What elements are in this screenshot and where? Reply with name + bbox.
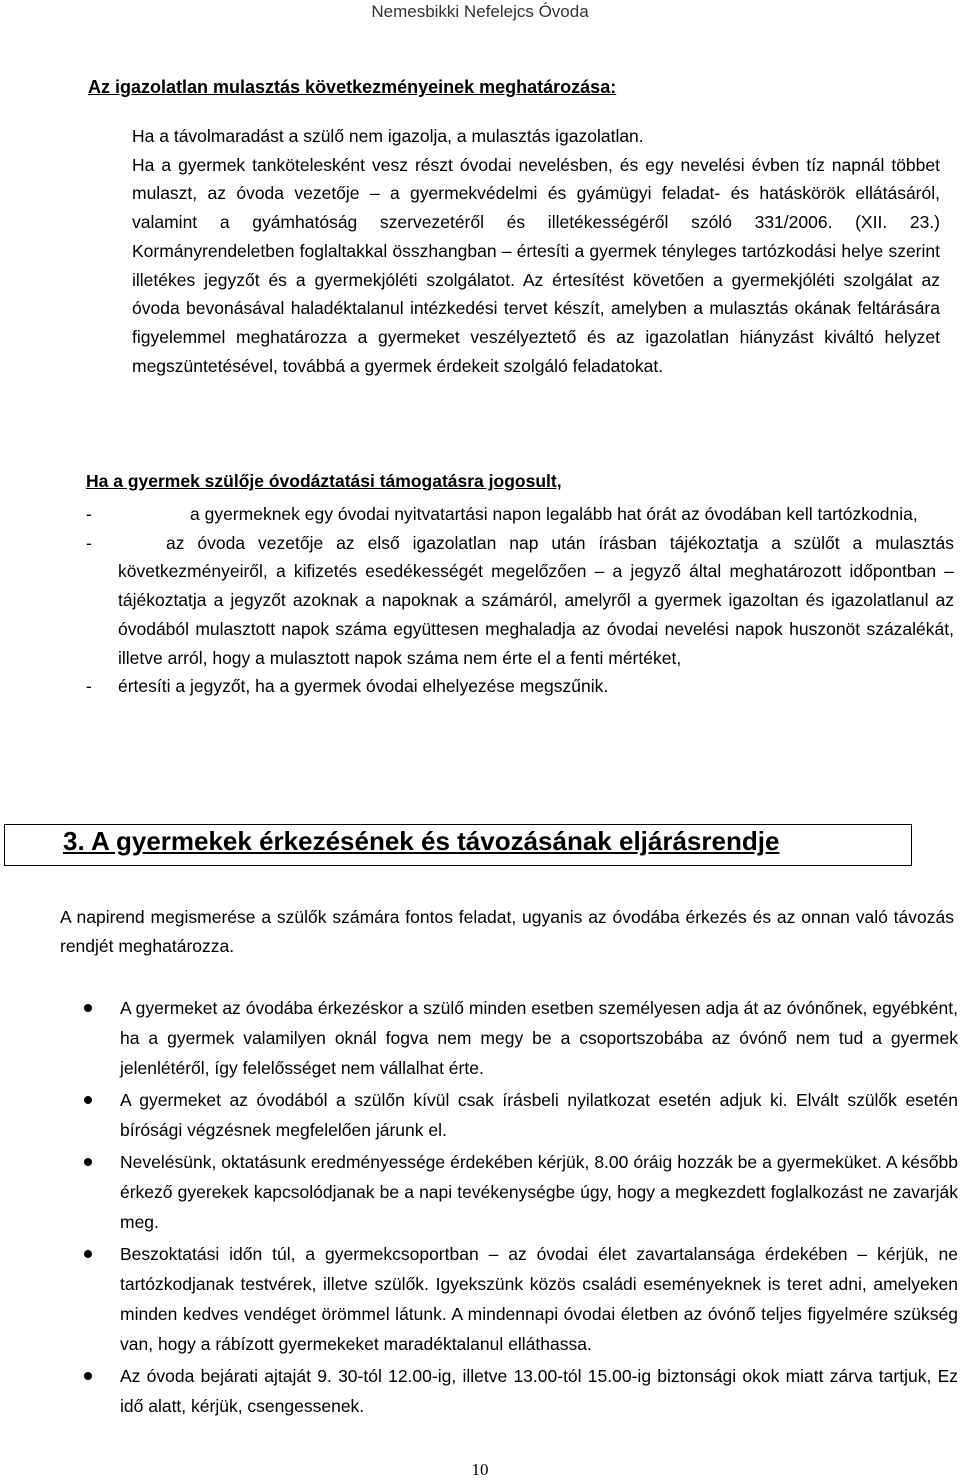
- chapter-intro: A napirend megismerése a szülők számára fontos feladat, ugyanis az óvodába érkezés és az onnan való távozás rendjét meghatározza.: [60, 907, 954, 956]
- page-header: Nemesbikki Nefelejcs Óvoda: [371, 2, 589, 21]
- list-item: [84, 1361, 958, 1421]
- bullet-text: Az óvoda bejárati ajtaját 9. 30-tól 12.00-ig, illetve 13.00-tól 15.00-ig biztonsági okok miatt zárva tartjuk, Ez idő alatt, kérjük, csengessenek.: [120, 1366, 958, 1416]
- paragraph-body: Ha a gyermek tankötelesként vesz részt óvodai nevelésben, és egy nevelési évben tíz napnál többet mulaszt, az óvoda vezetője – a gyermekvédelmi és gyámügyi feladat- és hatáskörök ellátásáról, valamint a gyámhatóság szervezetéről és illetékességéről szóló 331/2006. (XII. 23.) Kormányrendeletben foglaltakkal összhangban – értesíti a gyermek tényleges tartózkodási helye szerint illetékes jegyzőt és a gyermekjóléti szolgálatot. Az értesítést követően a gyermekjóléti szolgálat az óvoda bevonásával haladéktalanul intézkedési tervet készít, amelyben a mulasztás okának feltárására figyelemmel meghatározza a gyermeket veszélyeztető és az igazolatlan hiányzást kiváltó helyzet megszüntetésével, továbbá a gyermek érdekeit szolgáló feladatokat.: [132, 154, 940, 376]
- list-item: [84, 1085, 958, 1145]
- dash-marker: -: [86, 532, 92, 553]
- list-item-text: az óvoda vezetője az első igazolatlan nap után írásban tájékoztatja a szülőt a mulasztás következményeiről, a kifizetés esedékességét megelőzően – a jegyző által meghatározott időpontban – tájékoztatja a jegyzőt azoknak a napoknak a számáról, amelyről a gyermek igazoltan és igazolatlanul az óvodából mulasztott napok száma együttesen meghaladja az óvodai nevelési napok huszonöt százalékát, illetve arról, hogy a mulasztott napok száma nem érte el a fenti mértéket,: [118, 532, 954, 668]
- bullet-dot-icon: [84, 1158, 92, 1166]
- bullet-dot-icon: [84, 1250, 92, 1258]
- bullet-dot-icon: [84, 1004, 92, 1012]
- dash-marker: -: [86, 504, 92, 524]
- mulasztas-paragraph: [132, 122, 940, 380]
- chapter-title: 3. A gyermekek érkezésének és távozásának eljárásrendje: [63, 826, 780, 856]
- chapter-heading-box: [4, 824, 912, 866]
- intro-line: Ha a távolmaradást a szülő nem igazolja, a mulasztás igazolatlan.: [132, 126, 644, 146]
- bullet-text: Beszoktatási időn túl, a gyermekcsoportban – az óvodai élet zavartalansága érdekében – kérjük, ne tartózkodjanak testvérek, illetve szülők. Igyekszünk közös családi eseményeknek is teret adni, amelyeken minden kedves vendéget örömmel látunk. A mindennapi óvodai életben az óvónő teljes figyelmére szükség van, hogy a rábízott gyermekeket maradéktalanul elláthassa.: [120, 1244, 958, 1354]
- list-item: [84, 1239, 958, 1359]
- bullet-dot-icon: [84, 1372, 92, 1380]
- dash-marker: -: [86, 676, 92, 697]
- bullet-list: [84, 993, 958, 1423]
- bullet-text: Nevelésünk, oktatásunk eredményessége érdekében kérjük, 8.00 óráig hozzák be a gyermeküket. A később érkező gyerekek kapcsolódjanak be a napi tevékenységbe úgy, hogy a megkezdett foglalkozást ne zavarják meg.: [120, 1152, 958, 1232]
- list-item: [84, 1147, 958, 1237]
- list-item-text: értesíti a jegyzőt, ha a gyermek óvodai elhelyezése megszűnik.: [118, 676, 609, 697]
- dash-list: [86, 500, 954, 701]
- list-item: [86, 672, 954, 701]
- bullet-dot-icon: [84, 1096, 92, 1104]
- subsection-title: Ha a gyermek szülője óvodáztatási támogatásra jogosult,: [86, 471, 562, 491]
- section-title: Az igazolatlan mulasztás következményeinek meghatározása:: [88, 77, 617, 97]
- list-item: [84, 993, 958, 1083]
- bullet-text: A gyermeket az óvodából a szülőn kívül csak írásbeli nyilatkozat esetén adjuk ki. Elvált szülők esetén bírósági végzésnek megfelelően járunk el.: [120, 1090, 958, 1140]
- page-number: 10: [471, 1460, 489, 1479]
- list-item: [86, 500, 954, 529]
- list-item: [86, 529, 954, 673]
- list-item-text: a gyermeknek egy óvodai nyitvatartási napon legalább hat órát az óvodában kell tartózkodnia,: [190, 504, 918, 524]
- bullet-text: A gyermeket az óvodába érkezéskor a szülő minden esetben személyesen adja át az óvónőnek, egyébként, ha a gyermek valamilyen oknál fogva nem megy be a csoportszobába az óvónő nem tud a gyermek jelenlétéről, így felelősséget nem vállalhat érte.: [120, 998, 958, 1078]
